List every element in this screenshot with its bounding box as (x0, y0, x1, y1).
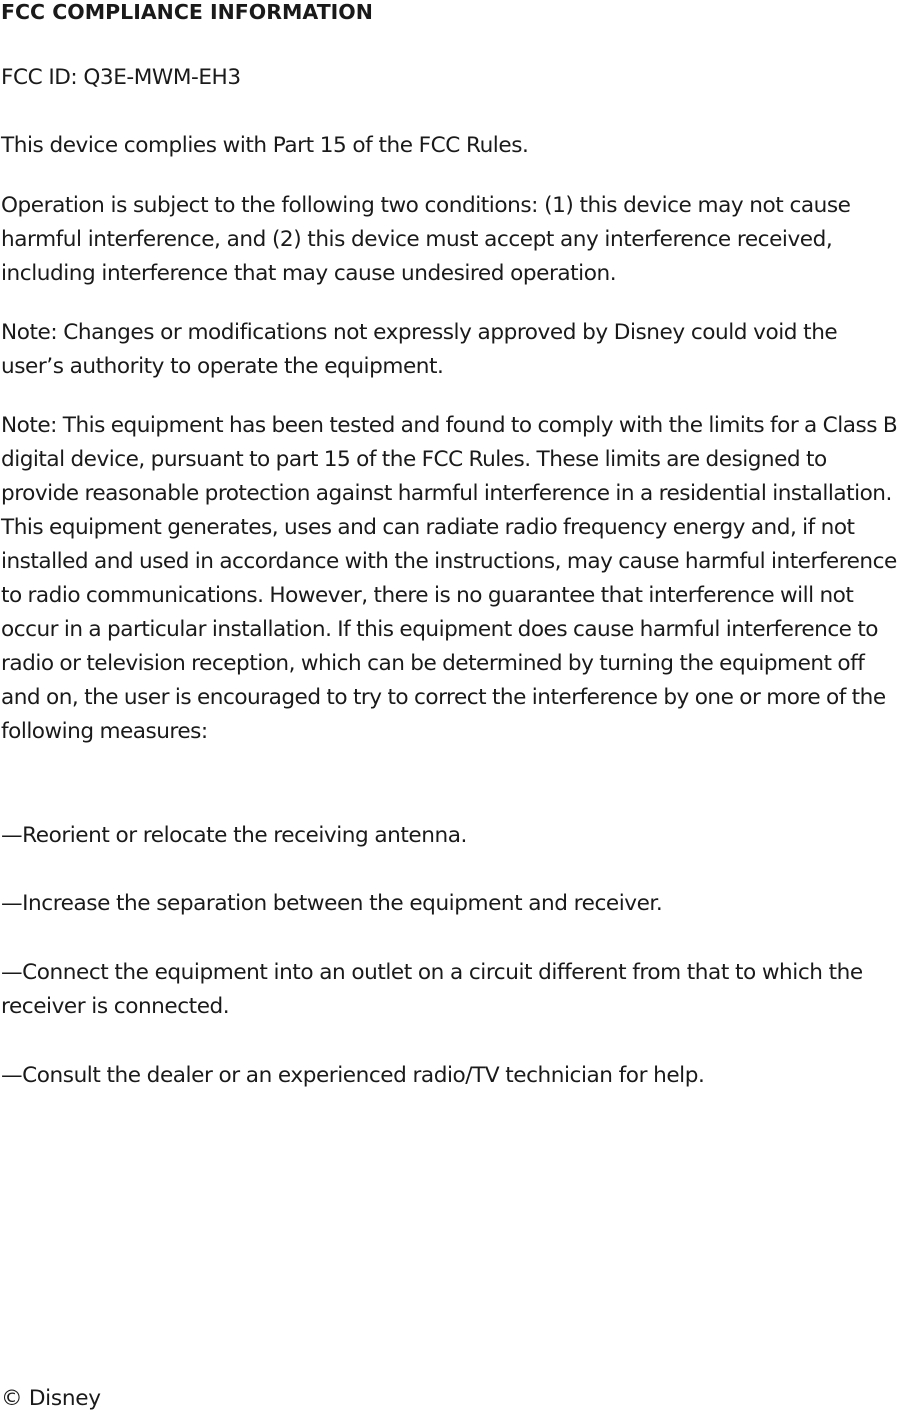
operating-conditions: Operation is subject to the following two conditions: (1) this device may not cause harmful interference, and (2) this device must accept any interference received, including interference that may cause undesired operation. (1, 193, 851, 286)
note-class-b: Note: This equipment has been tested and found to comply with the limits for a Class B digital device, pursuant to part 15 of the FCC Rules. These limits are designed to provide reasonable protection against harmful interference in a residential installation. This equipment generates, uses and can radiate radio frequency energy and, if not installed and used in accordance with the instructions, may cause harmful interference to radio communications. However, there is no guarantee that interference will not occur in a particular installation. If this equipment does cause harmful interference to radio or television reception, which can be determined by turning the equipment off and on, the user is encouraged to try to correct the interference by one or more of the following measures: (1, 413, 898, 744)
measure-item: —Increase the separation between the equipment and receiver. (1, 891, 663, 916)
measure-item: —Consult the dealer or an experienced radio/TV technician for help. (1, 1063, 705, 1088)
part15-statement: This device complies with Part 15 of the FCC Rules. (1, 133, 529, 158)
fcc-id: FCC ID: Q3E-MWM-EH3 (1, 65, 241, 90)
note-changes: Note: Changes or modifications not expressly approved by Disney could void the user’s authority to operate the equipment. (1, 320, 838, 379)
measure-item: —Connect the equipment into an outlet on a circuit different from that to which the receiver is connected. (1, 960, 863, 1019)
copyright-footer: © Disney (1, 1386, 101, 1411)
document-heading: FCC COMPLIANCE INFORMATION (1, 0, 373, 24)
measure-item: —Reorient or relocate the receiving antenna. (1, 823, 467, 848)
